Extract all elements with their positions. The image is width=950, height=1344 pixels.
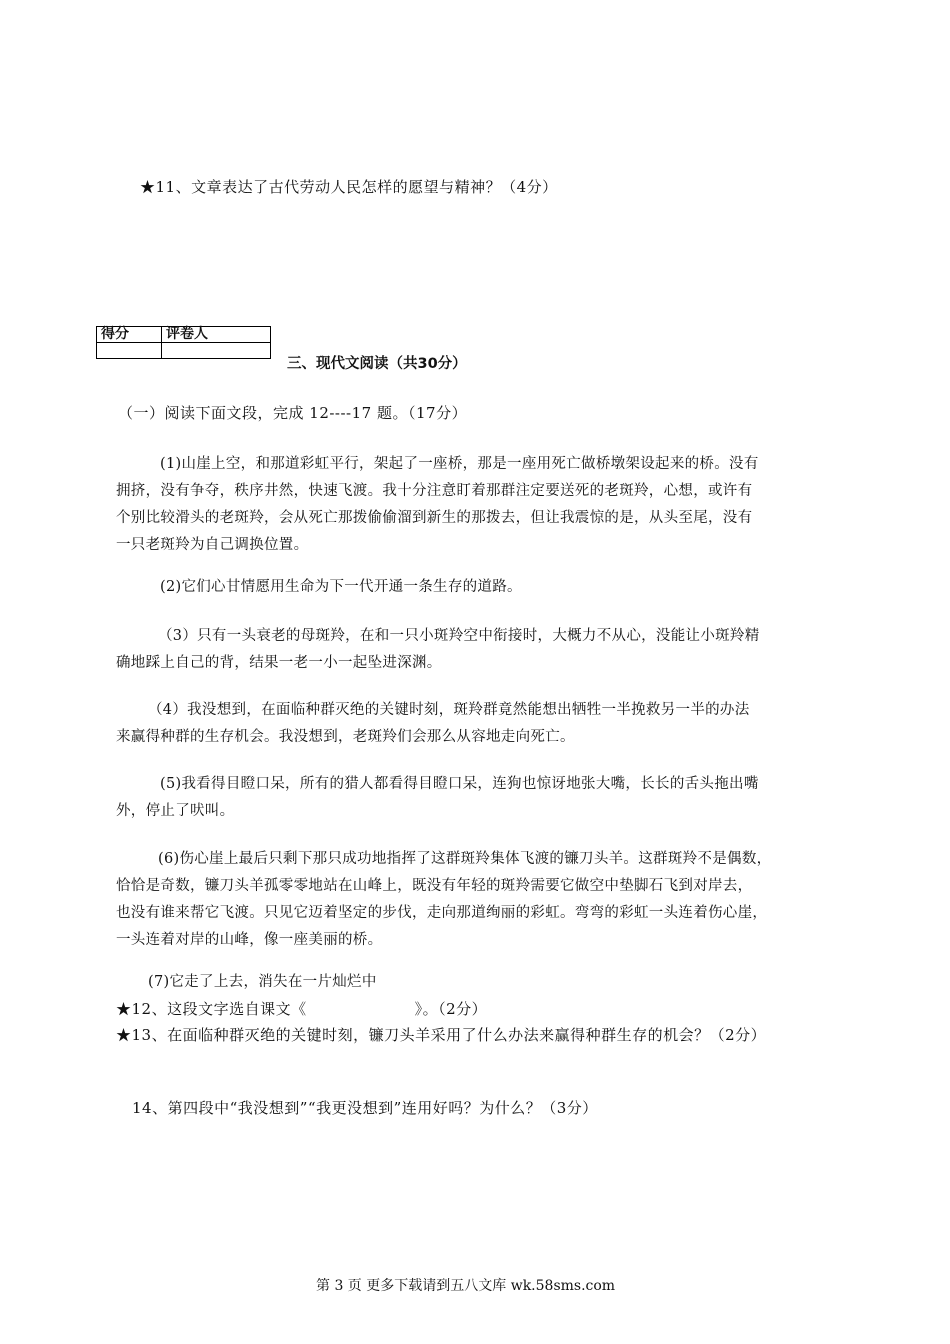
paragraph-4-line: （4）我没想到，在面临种群灭绝的关键时刻，斑羚群竟然能想出牺牲一半挽救另一半的办法 <box>148 702 750 718</box>
paragraph-4-line: 来赢得种群的生存机会。我没想到，老斑羚们会那么从容地走向死亡。 <box>116 729 575 745</box>
paragraph-5-line: (5)我看得目瞪口呆，所有的猎人都看得目瞪口呆，连狗也惊讶地张大嘴，长长的舌头拖出嘴 <box>160 776 759 792</box>
section-title: 三、现代文阅读（共30分） <box>287 356 467 372</box>
paragraph-6 <box>116 846 771 954</box>
paragraph-3 <box>116 623 760 677</box>
question-14: 14、第四段中“我没想到”“我更没想到”连用好吗？为什么？（3分） <box>132 1099 598 1117</box>
paragraph-1-line: (1)山崖上空，和那道彩虹平行，架起了一座桥，那是一座用死亡做桥墩架设起来的桥。没有 <box>160 456 759 472</box>
score-cell <box>97 343 162 359</box>
paragraph-3-line: （3）只有一头衰老的母斑羚，在和一只小斑羚空中衔接时，大概力不从心，没能让小斑羚精 <box>158 628 760 644</box>
paragraph-6-line: 一头连着对岸的山峰，像一座美丽的桥。 <box>116 932 383 948</box>
score-table <box>96 326 271 359</box>
question-13: ★13、在面临种群灭绝的关键时刻，镰刀头羊采用了什么办法来赢得种群生存的机会？（2分） <box>116 1026 767 1044</box>
part-intro: （一）阅读下面文段，完成 12----17 题。（17分） <box>118 404 468 422</box>
paragraph-5-line: 外，停止了吠叫。 <box>116 803 235 819</box>
paragraph-7: (7)它走了上去，消失在一片灿烂中 <box>148 974 377 990</box>
question-12-suffix: 》。（2分） <box>414 1000 488 1018</box>
paragraph-1-line: 拥挤，没有争夺，秩序井然，快速飞渡。我十分注意盯着那群注定要送死的老斑羚，心想，或许有 <box>116 483 753 499</box>
paragraph-1-line: 个别比较滑头的老斑羚，会从死亡那拨偷偷溜到新生的那拨去，但让我震惊的是，从头至尾，没有 <box>116 510 753 526</box>
grader-cell <box>162 343 271 359</box>
paragraph-1-line: 一只老斑羚为自己调换位置。 <box>116 537 309 553</box>
paragraph-6-line: 恰恰是奇数，镰刀头羊孤零零地站在山峰上，既没有年轻的斑羚需要它做空中垫脚石飞到对岸去， <box>116 878 753 894</box>
paragraph-1 <box>116 451 759 559</box>
question-11: ★11、文章表达了古代劳动人民怎样的愿望与精神？（4分） <box>140 178 558 196</box>
paragraph-3-line: 确地踩上自己的背，结果一老一小一起坠进深渊。 <box>116 655 442 671</box>
paragraph-4 <box>116 697 750 751</box>
paragraph-6-line: 也没有谁来帮它飞渡。只见它迈着坚定的步伐，走向那道绚丽的彩虹。弯弯的彩虹一头连着伤心崖， <box>116 905 768 921</box>
page-footer: 第 3 页 更多下载请到五八文库 wk.58sms.com <box>316 1278 616 1294</box>
question-12 <box>116 998 487 1019</box>
paragraph-6-line: (6)伤心崖上最后只剩下那只成功地指挥了这群斑羚集体飞渡的镰刀头羊。这群斑羚不是偶数， <box>158 851 772 867</box>
grader-label: 评卷人 <box>162 327 271 343</box>
question-12-prefix: ★12、这段文字选自课文《 <box>116 1000 307 1018</box>
paragraph-2 <box>160 574 522 601</box>
paragraph-5 <box>116 771 759 825</box>
score-label: 得分 <box>97 327 162 343</box>
paragraph-2-line: (2)它们心甘情愿用生命为下一代开通一条生存的道路。 <box>160 579 522 595</box>
